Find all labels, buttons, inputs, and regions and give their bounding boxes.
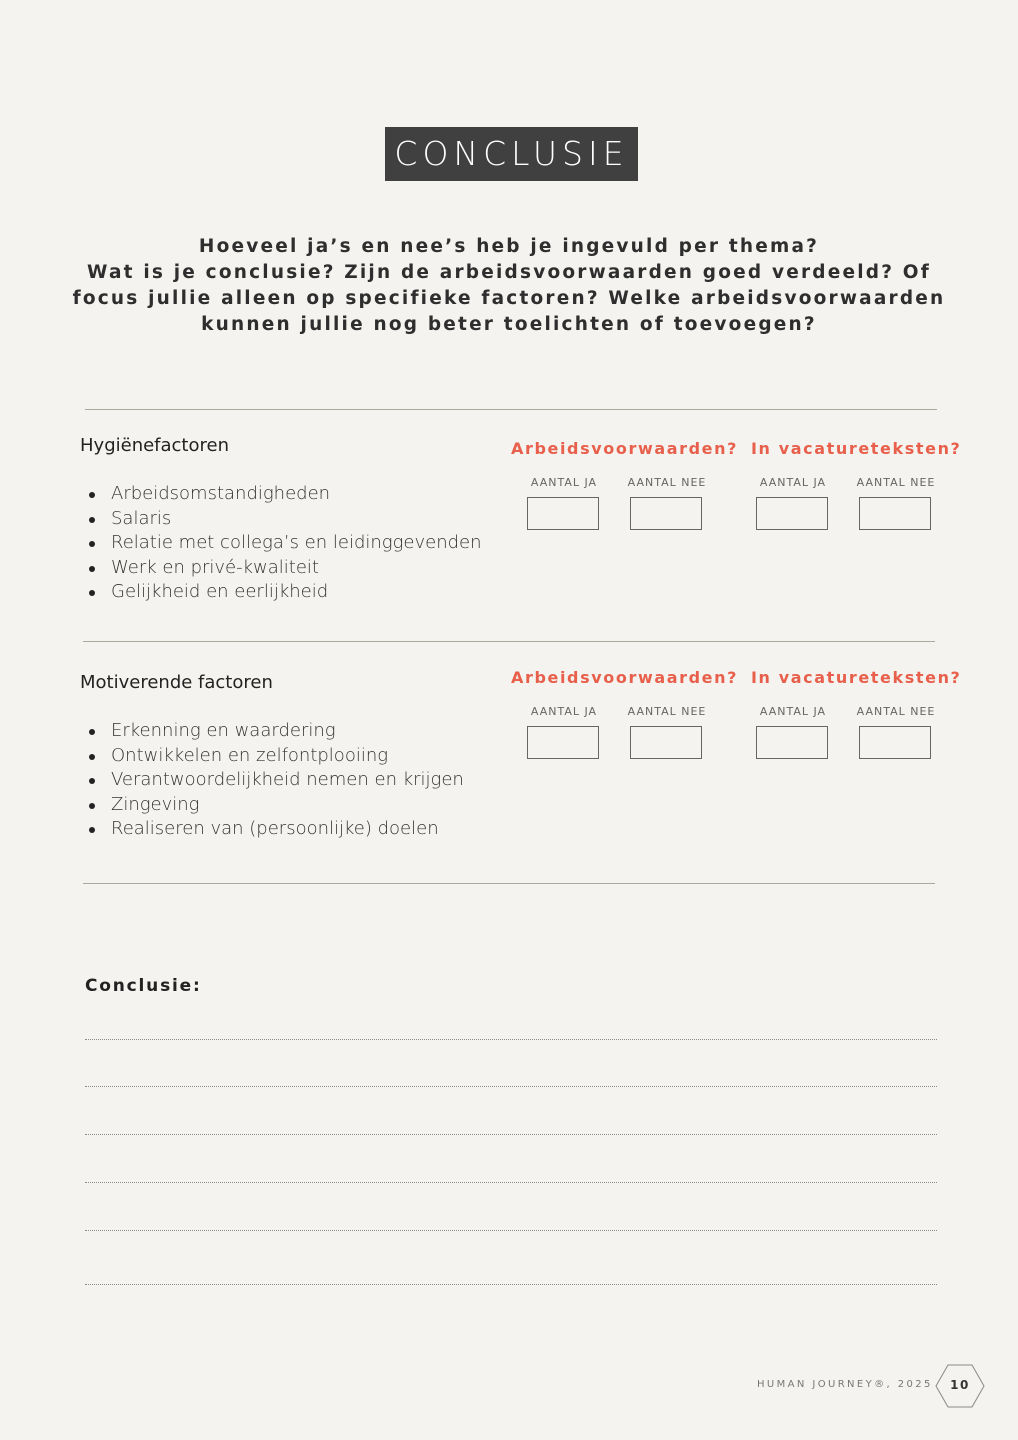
conclusion-label: Conclusie: bbox=[85, 976, 202, 996]
label-aantal-ja: AANTAL JA bbox=[759, 476, 827, 489]
page-title: CONCLUSIE bbox=[385, 127, 638, 181]
conclusion-line[interactable] bbox=[85, 1230, 937, 1231]
hygiene-list bbox=[81, 482, 482, 605]
label-aantal-nee: AANTAL NEE bbox=[856, 476, 936, 489]
motiverend-vacature-nee-box[interactable] bbox=[859, 726, 931, 759]
list-item: Arbeidsomstandigheden bbox=[111, 482, 482, 507]
divider bbox=[85, 409, 937, 410]
label-aantal-ja: AANTAL JA bbox=[530, 705, 598, 718]
section-heading-hygiene: Hygiënefactoren bbox=[80, 435, 229, 456]
page-number: 10 bbox=[950, 1378, 970, 1392]
instruction-line: Hoeveel ja’s en nee’s heb je ingevuld per thema? bbox=[198, 236, 820, 257]
column-header-arbeidsvoorwaarden: Arbeidsvoorwaarden? bbox=[511, 668, 738, 687]
divider bbox=[83, 641, 935, 642]
instruction-line: focus jullie alleen op specifieke factoren? Welke arbeidsvoorwaarden bbox=[72, 288, 946, 309]
column-header-vacatureteksten: In vacatureteksten? bbox=[751, 668, 962, 687]
list-item: Salaris bbox=[111, 507, 482, 532]
conclusion-line[interactable] bbox=[85, 1182, 937, 1183]
column-header-vacatureteksten: In vacatureteksten? bbox=[751, 439, 962, 458]
label-aantal-nee: AANTAL NEE bbox=[856, 705, 936, 718]
list-item: Relatie met collega’s en leidinggevenden bbox=[111, 531, 482, 556]
list-item: Erkenning en waardering bbox=[111, 719, 464, 744]
list-item: Zingeving bbox=[111, 793, 464, 818]
list-item: Werk en privé-kwaliteit bbox=[111, 556, 482, 581]
list-item: Ontwikkelen en zelfontplooiing bbox=[111, 744, 464, 769]
instruction-text bbox=[60, 234, 958, 338]
list-item: Realiseren van (persoonlijke) doelen bbox=[111, 817, 464, 842]
label-aantal-nee: AANTAL NEE bbox=[627, 476, 707, 489]
label-aantal-ja: AANTAL JA bbox=[530, 476, 598, 489]
conclusion-line[interactable] bbox=[85, 1134, 937, 1135]
conclusion-line[interactable] bbox=[85, 1086, 937, 1087]
motiverend-arbeid-nee-box[interactable] bbox=[630, 726, 702, 759]
motiverend-arbeid-ja-box[interactable] bbox=[527, 726, 599, 759]
hygiene-vacature-ja-box[interactable] bbox=[756, 497, 828, 530]
footer-copyright: HUMAN JOURNEY®, 2025 bbox=[757, 1379, 933, 1390]
motiverend-list bbox=[81, 719, 464, 842]
conclusion-line[interactable] bbox=[85, 1039, 937, 1040]
hygiene-arbeid-nee-box[interactable] bbox=[630, 497, 702, 530]
divider bbox=[83, 883, 935, 884]
section-heading-motiverend: Motiverende factoren bbox=[80, 672, 273, 693]
instruction-line: Wat is je conclusie? Zijn de arbeidsvoorwaarden goed verdeeld? Of bbox=[87, 262, 931, 283]
hygiene-arbeid-ja-box[interactable] bbox=[527, 497, 599, 530]
hygiene-vacature-nee-box[interactable] bbox=[859, 497, 931, 530]
column-header-arbeidsvoorwaarden: Arbeidsvoorwaarden? bbox=[511, 439, 738, 458]
label-aantal-ja: AANTAL JA bbox=[759, 705, 827, 718]
list-item: Gelijkheid en eerlijkheid bbox=[111, 580, 482, 605]
label-aantal-nee: AANTAL NEE bbox=[627, 705, 707, 718]
motiverend-vacature-ja-box[interactable] bbox=[756, 726, 828, 759]
conclusion-line[interactable] bbox=[85, 1284, 937, 1285]
instruction-line: kunnen jullie nog beter toelichten of toevoegen? bbox=[201, 314, 817, 335]
list-item: Verantwoordelijkheid nemen en krijgen bbox=[111, 768, 464, 793]
